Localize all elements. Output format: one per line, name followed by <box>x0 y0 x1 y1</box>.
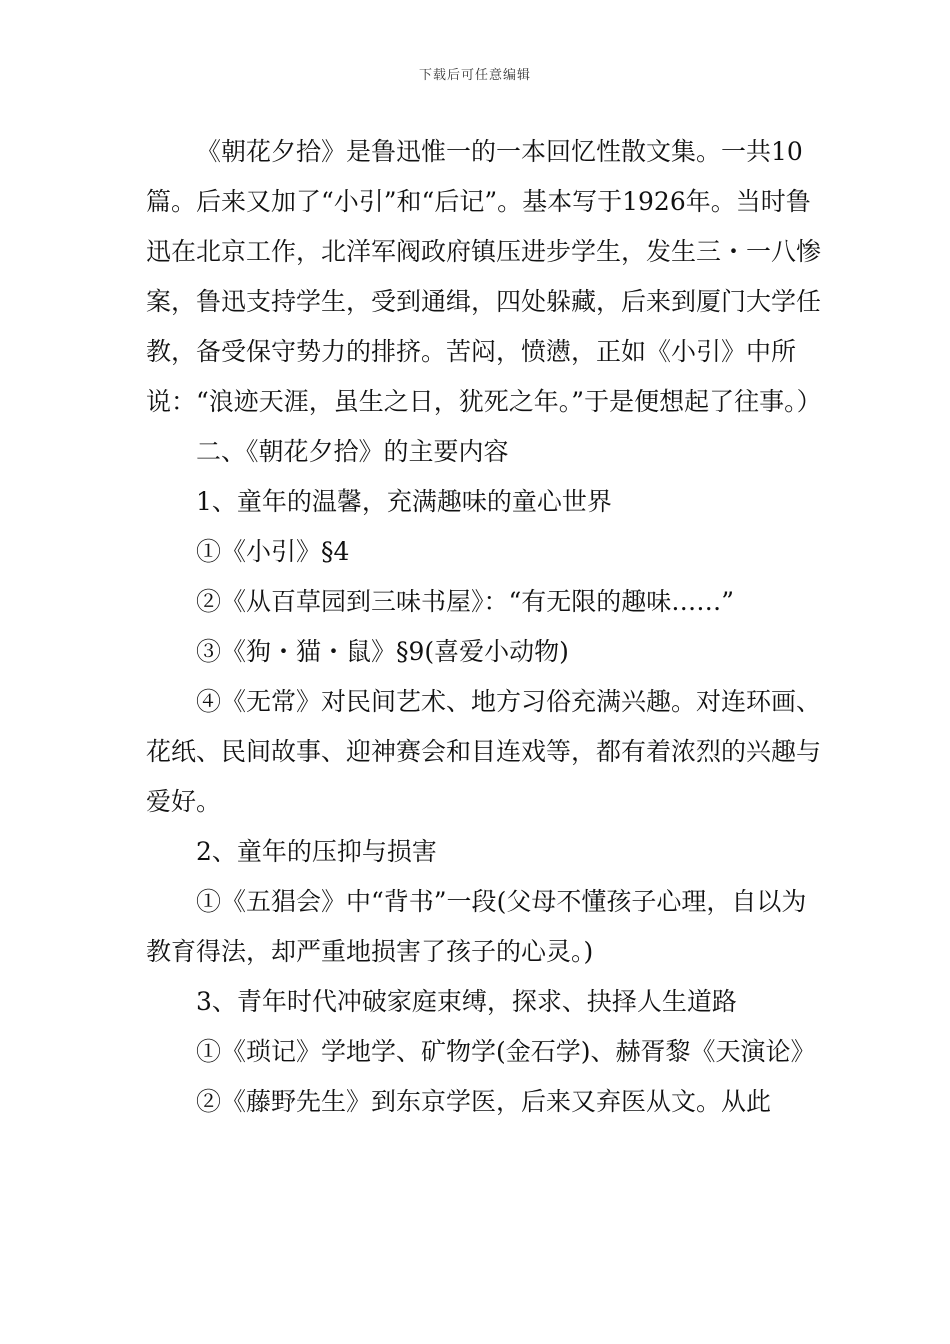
list-item: ④《无常》对民间艺术、地方习俗充满兴趣。对连环画、花纸、民间故事、迎神赛会和目连戏等，都有着浓烈的兴趣与爱好。 <box>146 687 822 816</box>
list-item: ②《藤野先生》到东京学医，后来又弃医从文。从此 <box>196 1087 772 1116</box>
list-item: ①《五猖会》中“背书”一段(父母不懂孩子心理，自以为教育得法，却严重地损害了孩子的心灵。) <box>146 887 807 966</box>
document-body <box>146 127 826 1127</box>
subheading-childhood-oppression: 2、童年的压抑与损害 <box>196 837 437 866</box>
subheading-childhood-warmth: 1、童年的温馨，充满趣味的童心世界 <box>196 487 612 516</box>
page-header: 下载后可任意编辑 <box>418 68 531 83</box>
list-item: ①《琐记》学地学、矿物学(金石学)、赫胥黎《天演论》 <box>196 1037 816 1066</box>
section-heading-main-content: 二、《朝花夕拾》的主要内容 <box>196 437 509 466</box>
list-item: ②《从百草园到三味书屋》：“有无限的趣味……” <box>196 587 735 616</box>
list-item: ①《小引》§4 <box>196 537 350 566</box>
subheading-youth-path: 3、青年时代冲破家庭束缚，探求、抉择人生道路 <box>196 987 737 1016</box>
list-item: ③《狗・猫・鼠》§9(喜爱小动物) <box>196 637 569 666</box>
paragraph-intro: 《朝花夕拾》是鲁迅惟一的一本回忆性散文集。一共10篇。后来又加了“小引”和“后记”。基本写于1926年。当时鲁迅在北京工作，北洋军阀政府镇压进步学生，发生三・一八惨案，鲁迅支持学生，受到通缉，四处躲藏，后来到厦门大学任教，备受保守势力的排挤。苦闷，愤懑，正如《小引》中所说：“浪迹天涯，虽生之日，犹死之年。”于是便想起了往事。） <box>146 137 822 416</box>
